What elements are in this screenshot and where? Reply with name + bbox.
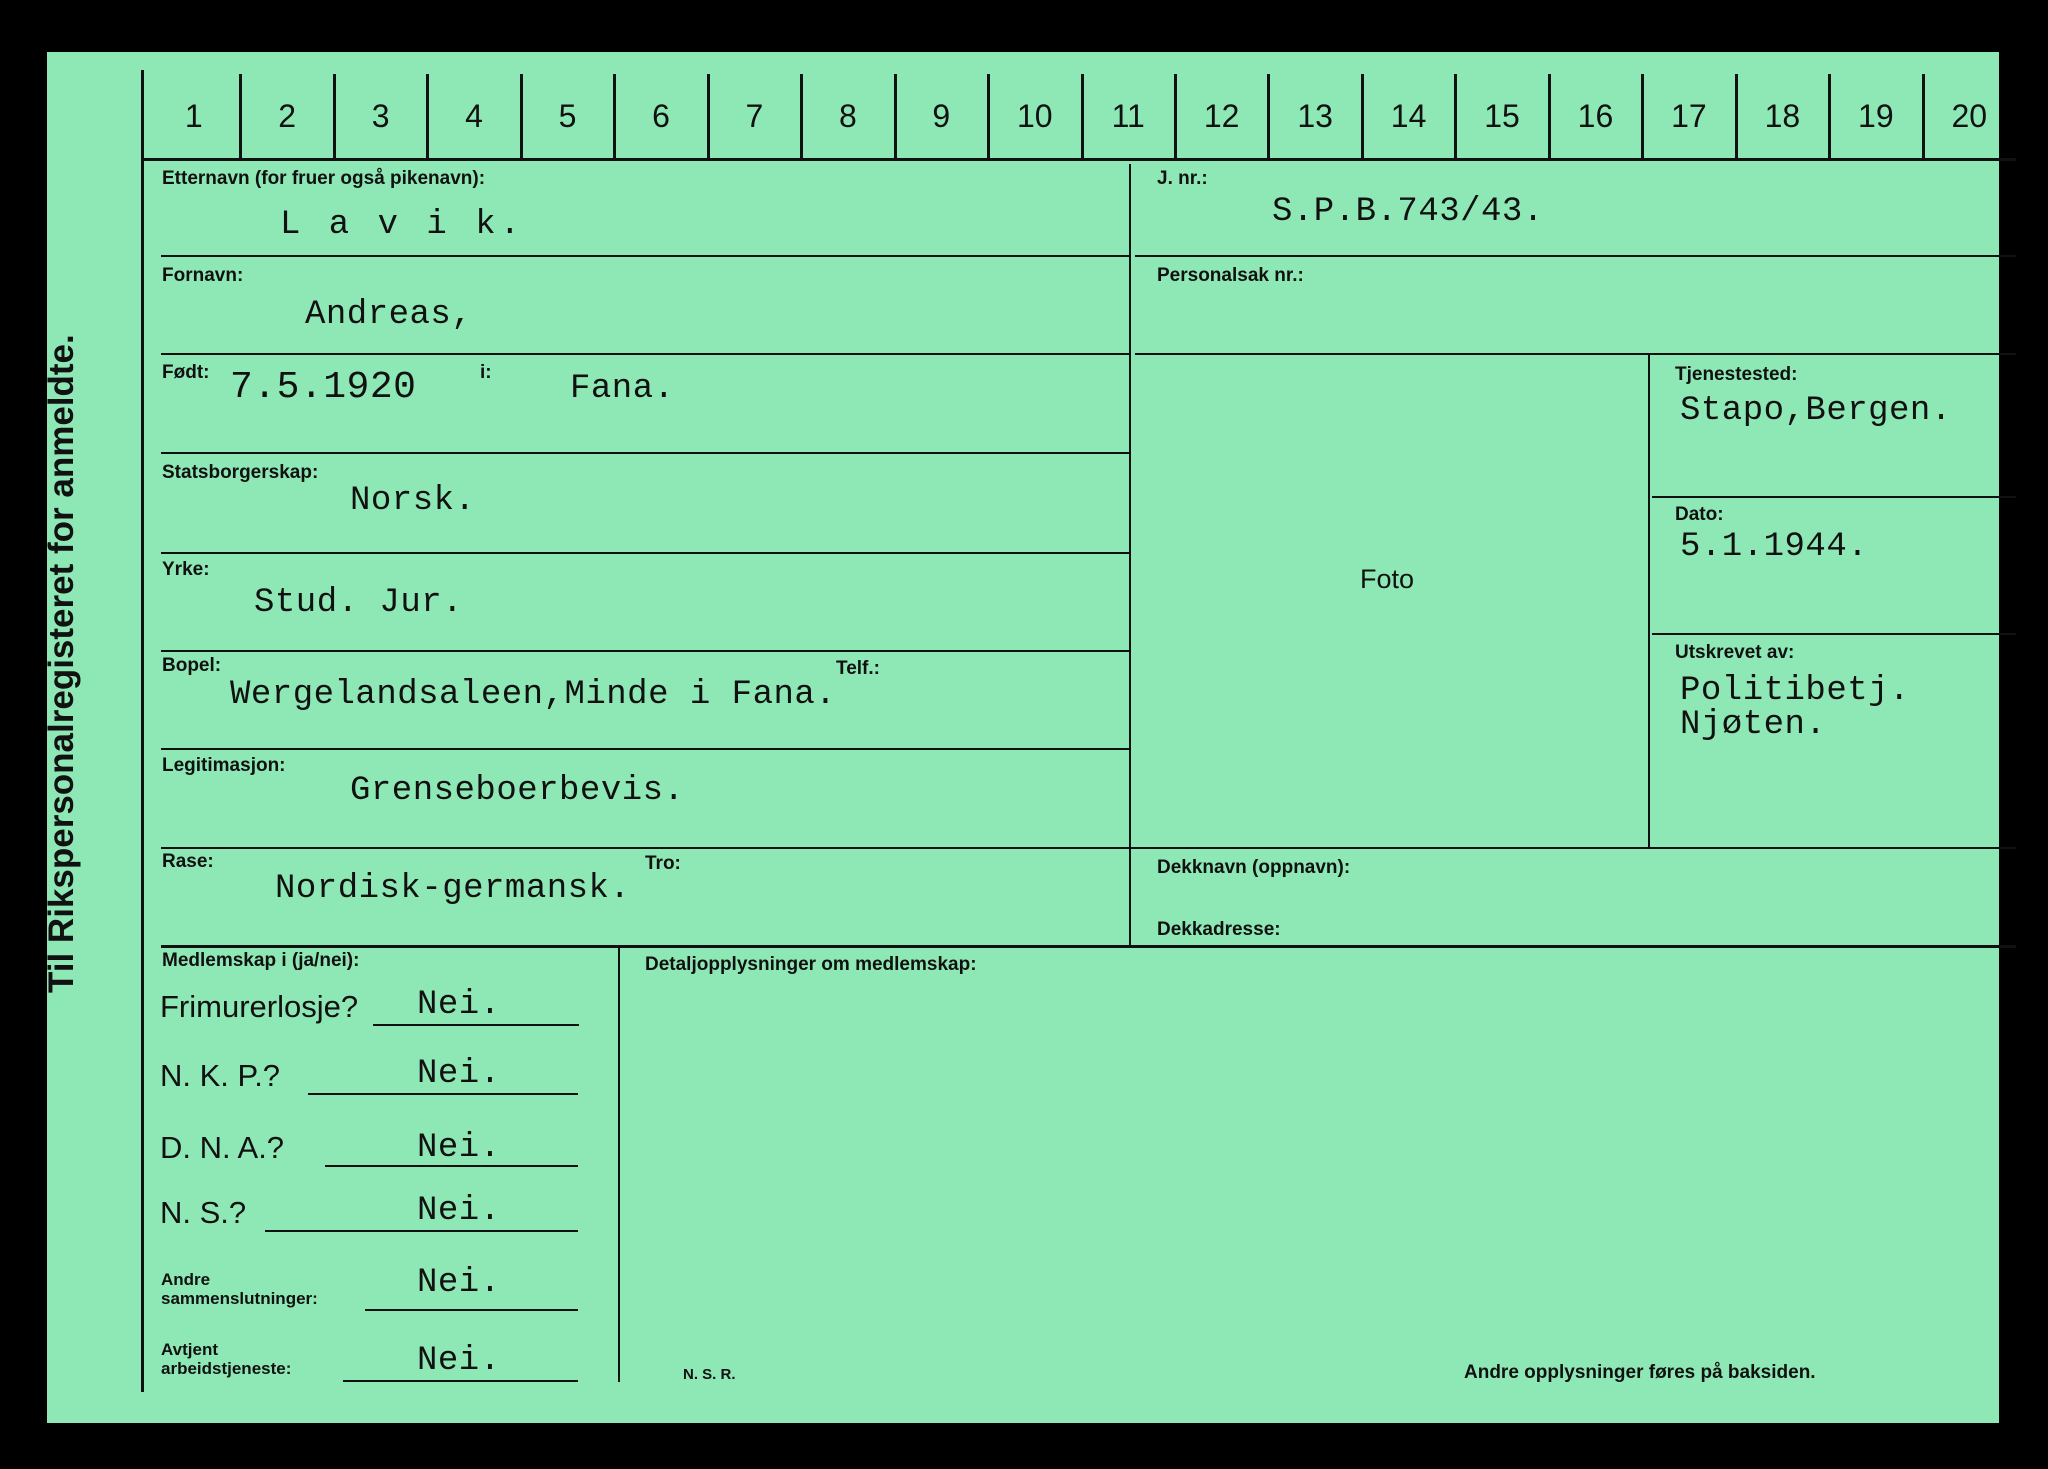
column-divider [1174, 74, 1177, 158]
avtjent-value: Nei. [417, 1342, 501, 1380]
column-divider [987, 74, 990, 158]
column-divider [1641, 74, 1644, 158]
column-number: 20 [1951, 98, 1988, 134]
jnr-label: J. nr.: [1157, 168, 1208, 189]
detail-header: Detaljopplysninger om medlemskap: [645, 954, 977, 975]
column-number: 7 [745, 98, 764, 134]
column-divider [707, 74, 710, 158]
dato-label: Dato: [1675, 504, 1724, 525]
column-divider [1922, 74, 1925, 158]
column-number: 13 [1297, 98, 1333, 134]
column-number: 18 [1764, 98, 1801, 134]
column-number: 8 [838, 98, 857, 134]
dato-value: 5.1.1944. [1680, 528, 1869, 566]
legitimasjon-value: Grenseboerbevis. [350, 772, 685, 810]
column-number: 16 [1577, 98, 1614, 134]
dekkadresse-label: Dekkadresse: [1157, 919, 1281, 940]
dna-label: D. N. A.? [160, 1130, 285, 1165]
fodt-place-label: i: [480, 362, 492, 383]
column-number: 19 [1858, 98, 1894, 134]
footer-nsr: N. S. R. [683, 1366, 736, 1383]
andre-label: Andre sammenslutninger: [161, 1270, 318, 1308]
side-text: Til Rikspersonalregisteret for anmeldte. [42, 334, 81, 993]
legitimasjon-label: Legitimasjon: [162, 755, 286, 776]
utskrevet-line2: Njøten. [1680, 706, 1827, 744]
statsborgerskap-value: Norsk. [350, 482, 476, 520]
membership-header: Medlemskap i (ja/nei): [162, 950, 360, 971]
tjenestested-value: Stapo,Bergen. [1680, 392, 1952, 430]
avtjent-label: Avtjent arbeidstjeneste: [161, 1340, 292, 1378]
left-border [141, 70, 144, 1392]
fodt-place: Fana. [570, 370, 675, 408]
column-divider [1267, 74, 1270, 158]
fodt-label: Født: [162, 362, 210, 383]
tjenestested-label: Tjenestested: [1675, 364, 1798, 385]
utskrevet-label: Utskrevet av: [1675, 642, 1795, 663]
footer-note: Andre opplysninger føres på baksiden. [1464, 1362, 1816, 1383]
frimurer-label: Frimurerlosje? [160, 989, 359, 1024]
column-number: 2 [278, 98, 297, 134]
column-divider [1735, 74, 1738, 158]
column-divider [520, 74, 523, 158]
statsborgerskap-label: Statsborgerskap: [162, 462, 319, 483]
fornavn-value: Andreas, [305, 296, 473, 334]
column-divider [1454, 74, 1457, 158]
column-number: 4 [465, 98, 483, 134]
telf-label: Telf.: [836, 658, 880, 679]
column-divider [894, 74, 897, 158]
column-divider [613, 74, 616, 158]
dekknavn-label: Dekknavn (oppnavn): [1157, 857, 1351, 878]
rase-value: Nordisk-germansk. [275, 870, 631, 908]
etternavn-label: Etternavn (for fruer også pikenavn): [162, 168, 486, 189]
column-number: 9 [932, 98, 951, 134]
registration-card [47, 52, 1999, 1423]
column-number: 5 [558, 98, 577, 134]
column-number: 6 [652, 98, 670, 134]
column-number: 12 [1203, 98, 1240, 134]
fodt-value: 7.5.1920 [230, 366, 417, 409]
foto-label: Foto [1360, 564, 1415, 594]
column-divider [333, 74, 336, 158]
jnr-value: S.P.B.743/43. [1272, 193, 1544, 231]
column-divider [1361, 74, 1364, 158]
nkp-value: Nei. [417, 1055, 501, 1093]
column-number: 1 [184, 98, 203, 134]
frimurer-value: Nei. [417, 986, 501, 1024]
header-rule [141, 158, 2016, 161]
column-number: 17 [1671, 98, 1707, 134]
column-divider [800, 74, 803, 158]
etternavn-value: L a v i k. [280, 206, 525, 244]
nkp-label: N. K. P.? [160, 1058, 281, 1093]
column-divider [239, 74, 242, 158]
fornavn-label: Fornavn: [162, 265, 244, 286]
tro-label: Tro: [645, 853, 681, 874]
ns-label: N. S.? [160, 1195, 247, 1230]
column-divider [1828, 74, 1831, 158]
column-number: 14 [1390, 98, 1427, 134]
yrke-label: Yrke: [162, 559, 210, 580]
yrke-value: Stud. Jur. [254, 584, 464, 622]
personalsak-label: Personalsak nr.: [1157, 265, 1304, 286]
column-divider [1081, 74, 1084, 158]
ns-value: Nei. [417, 1192, 501, 1230]
bopel-label: Bopel: [162, 655, 222, 676]
rase-label: Rase: [162, 851, 214, 872]
bopel-value: Wergelandsaleen,Minde i Fana. [230, 676, 837, 714]
utskrevet-line1: Politibetj. [1680, 672, 1910, 710]
column-number: 15 [1484, 98, 1520, 134]
column-divider [1548, 74, 1551, 158]
column-number: 11 [1111, 98, 1145, 134]
column-divider [426, 74, 429, 158]
column-number: 3 [371, 98, 390, 134]
andre-value: Nei. [417, 1264, 501, 1302]
column-number: 10 [1016, 98, 1053, 134]
dna-value: Nei. [417, 1129, 501, 1167]
